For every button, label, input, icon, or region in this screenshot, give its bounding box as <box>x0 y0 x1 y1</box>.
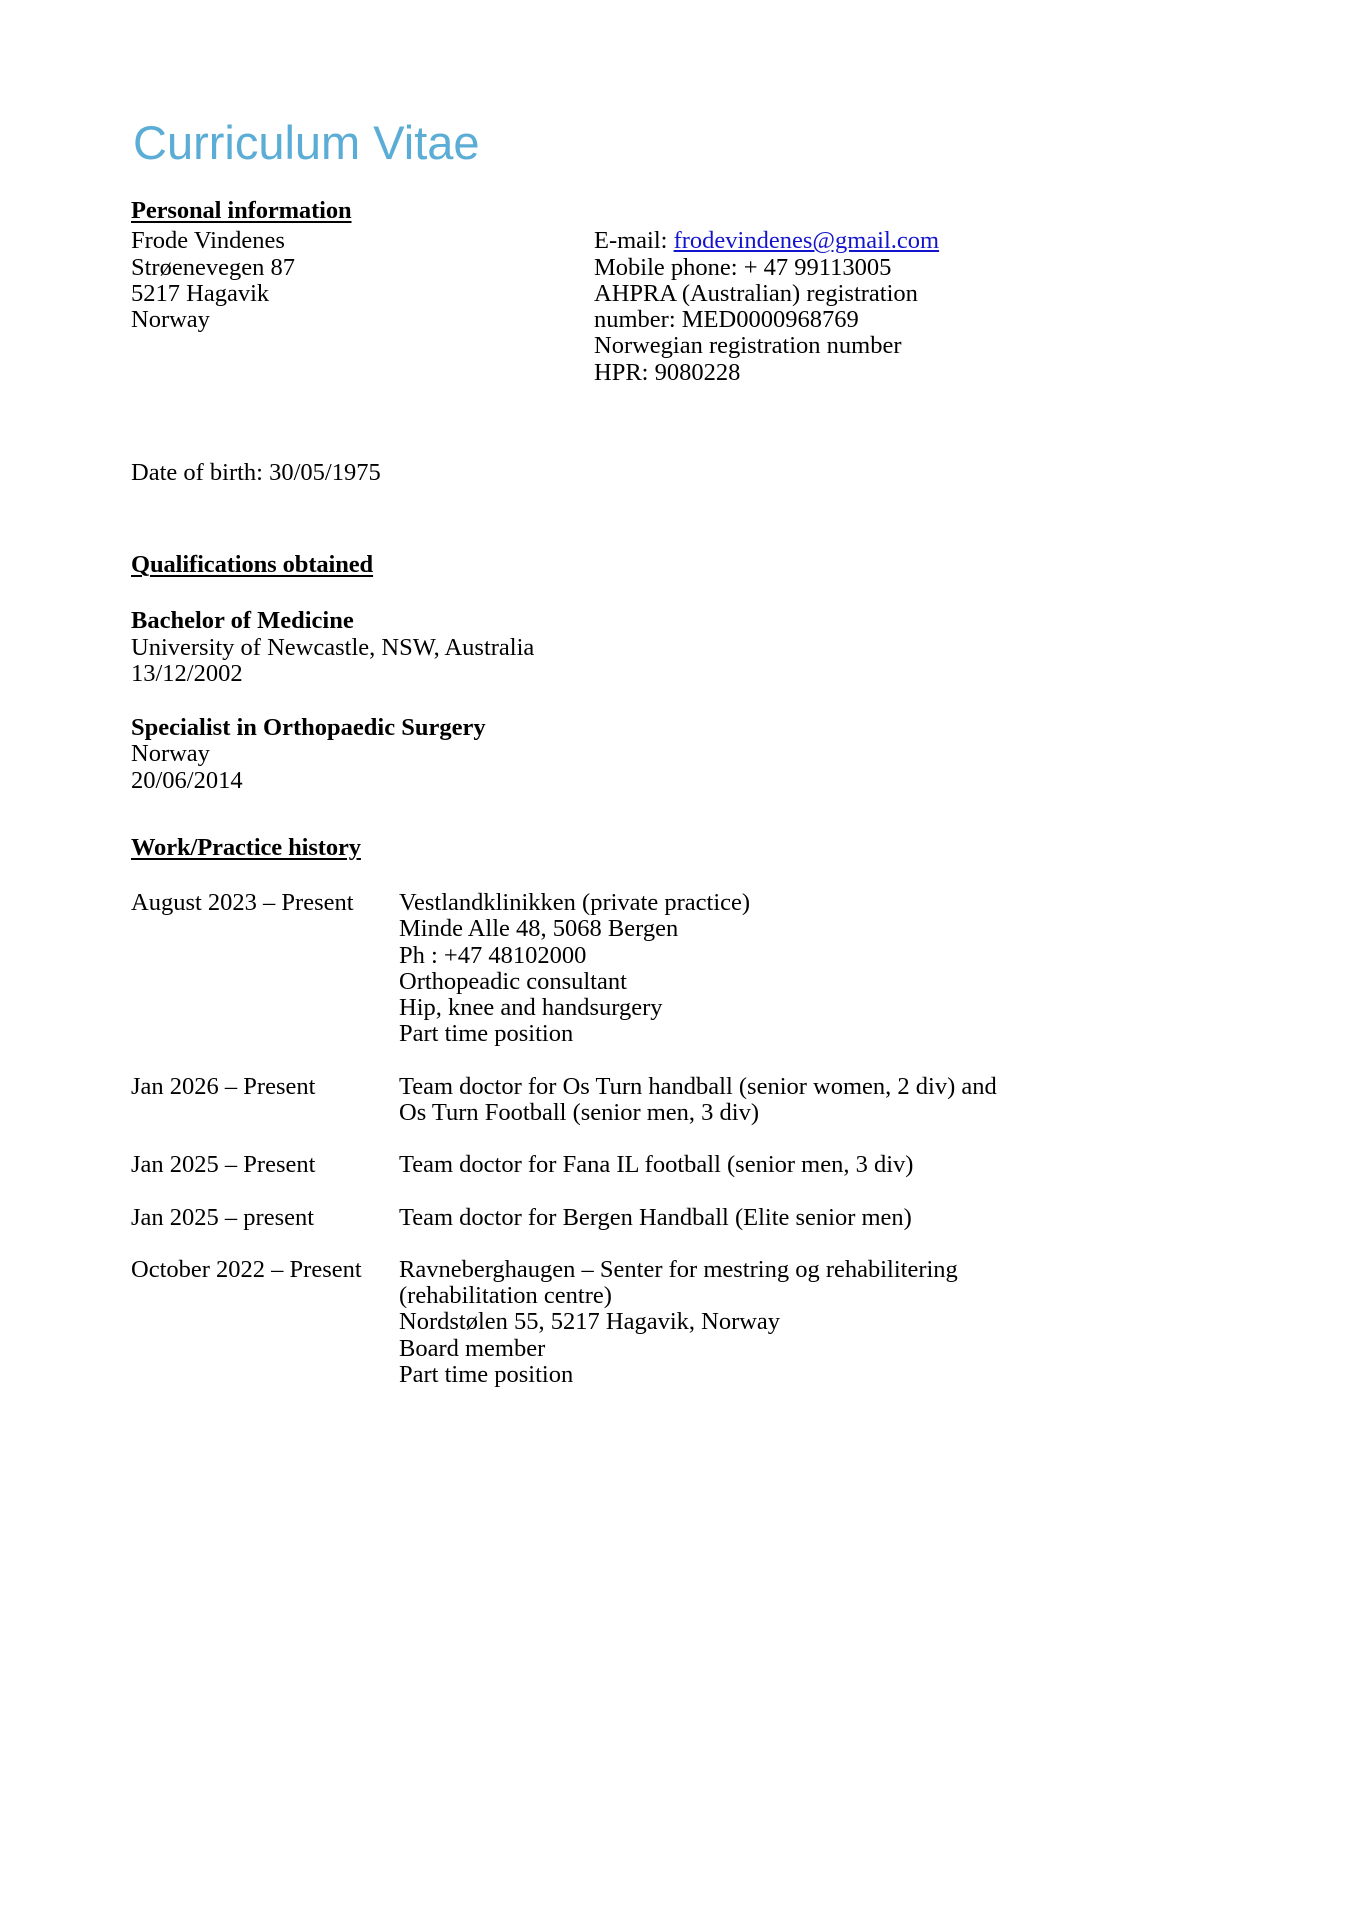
work-history-entry <box>131 1152 1227 1178</box>
personal-postal-city: 5217 Hagavik <box>131 279 270 307</box>
work-entry-line: Vestlandklinikken (private practice) <box>399 888 751 916</box>
work-entry-line: Ph : +47 48102000 <box>399 941 587 969</box>
page-title: Curriculum Vitae <box>133 116 480 169</box>
work-entry-period: Jan 2025 – present <box>131 1203 315 1231</box>
work-history-entry <box>131 890 1227 1048</box>
qualification-institution: University of Newcastle, NSW, Australia <box>131 633 535 661</box>
qualification-entry <box>131 608 1227 687</box>
work-entry-line: Team doctor for Os Turn handball (senior women, 2 div) and <box>399 1072 997 1100</box>
work-entry-line: Orthopeadic consultant <box>399 967 627 995</box>
work-entry-line: Minde Alle 48, 5068 Bergen <box>399 915 679 943</box>
work-entry-line: Part time position <box>399 1361 574 1389</box>
personal-name: Frode Vindenes <box>131 227 285 255</box>
work-entry-line: (rehabilitation centre) <box>399 1282 612 1310</box>
work-entry-details <box>399 1074 1227 1127</box>
ahpra-registration-line-1: AHPRA (Australian) registration <box>594 279 918 307</box>
work-entry-period: Jan 2026 – Present <box>131 1072 316 1100</box>
qualification-institution: Norway <box>131 740 210 768</box>
work-entry-period: Jan 2025 – Present <box>131 1151 316 1179</box>
work-history-heading: Work/Practice history <box>131 834 361 862</box>
qualifications-section <box>131 551 1227 794</box>
personal-information-section <box>131 197 1227 486</box>
work-entry-line: Hip, knee and handsurgery <box>399 994 663 1022</box>
norwegian-registration-line-1: Norwegian registration number <box>594 332 902 360</box>
personal-information-heading: Personal information <box>131 197 352 225</box>
work-entry-line: Board member <box>399 1334 546 1362</box>
work-history-section <box>131 834 1227 1388</box>
qualification-date: 20/06/2014 <box>131 766 243 794</box>
work-entry-line: Nordstølen 55, 5217 Hagavik, Norway <box>399 1308 781 1336</box>
work-entry-details <box>399 1257 1227 1388</box>
work-entry-details <box>399 890 1227 1048</box>
email-line <box>594 228 1227 254</box>
email-link[interactable]: frodevindenes@gmail.com <box>673 227 940 255</box>
qualification-date: 13/12/2002 <box>131 659 243 687</box>
work-history-entry <box>131 1257 1227 1388</box>
work-entry-line: Part time position <box>399 1020 574 1048</box>
work-entry-line: Ravneberghaugen – Senter for mestring og rehabilitering <box>399 1255 958 1283</box>
personal-street: Strøenevegen 87 <box>131 253 295 281</box>
work-entry-period: August 2023 – Present <box>131 888 354 916</box>
work-entry-line: Os Turn Football (senior men, 3 div) <box>399 1099 760 1126</box>
ahpra-registration-line-2: number: MED0000968769 <box>594 306 859 334</box>
qualifications-heading: Qualifications obtained <box>131 551 374 579</box>
qualification-title: Bachelor of Medicine <box>131 607 354 635</box>
personal-address-column <box>131 228 594 333</box>
date-of-birth: Date of birth: 30/05/1975 <box>131 459 381 487</box>
work-entry-line: Team doctor for Fana IL football (senior men, 3 div) <box>399 1151 914 1179</box>
work-history-entry <box>131 1205 1227 1231</box>
work-entry-details <box>399 1205 1227 1231</box>
qualification-title: Specialist in Orthopaedic Surgery <box>131 714 486 742</box>
qualification-entry <box>131 715 1227 794</box>
work-entry-period: October 2022 – Present <box>131 1255 362 1283</box>
norwegian-registration-line-2: HPR: 9080228 <box>594 358 741 386</box>
personal-country: Norway <box>131 306 210 334</box>
mobile-phone-line: Mobile phone: + 47 99113005 <box>594 253 892 281</box>
email-label: E-mail: <box>594 227 674 255</box>
personal-contact-column <box>594 228 1227 386</box>
work-entry-line: Team doctor for Bergen Handball (Elite senior men) <box>399 1203 912 1231</box>
work-history-entry <box>131 1074 1227 1127</box>
work-entry-details <box>399 1152 1227 1178</box>
